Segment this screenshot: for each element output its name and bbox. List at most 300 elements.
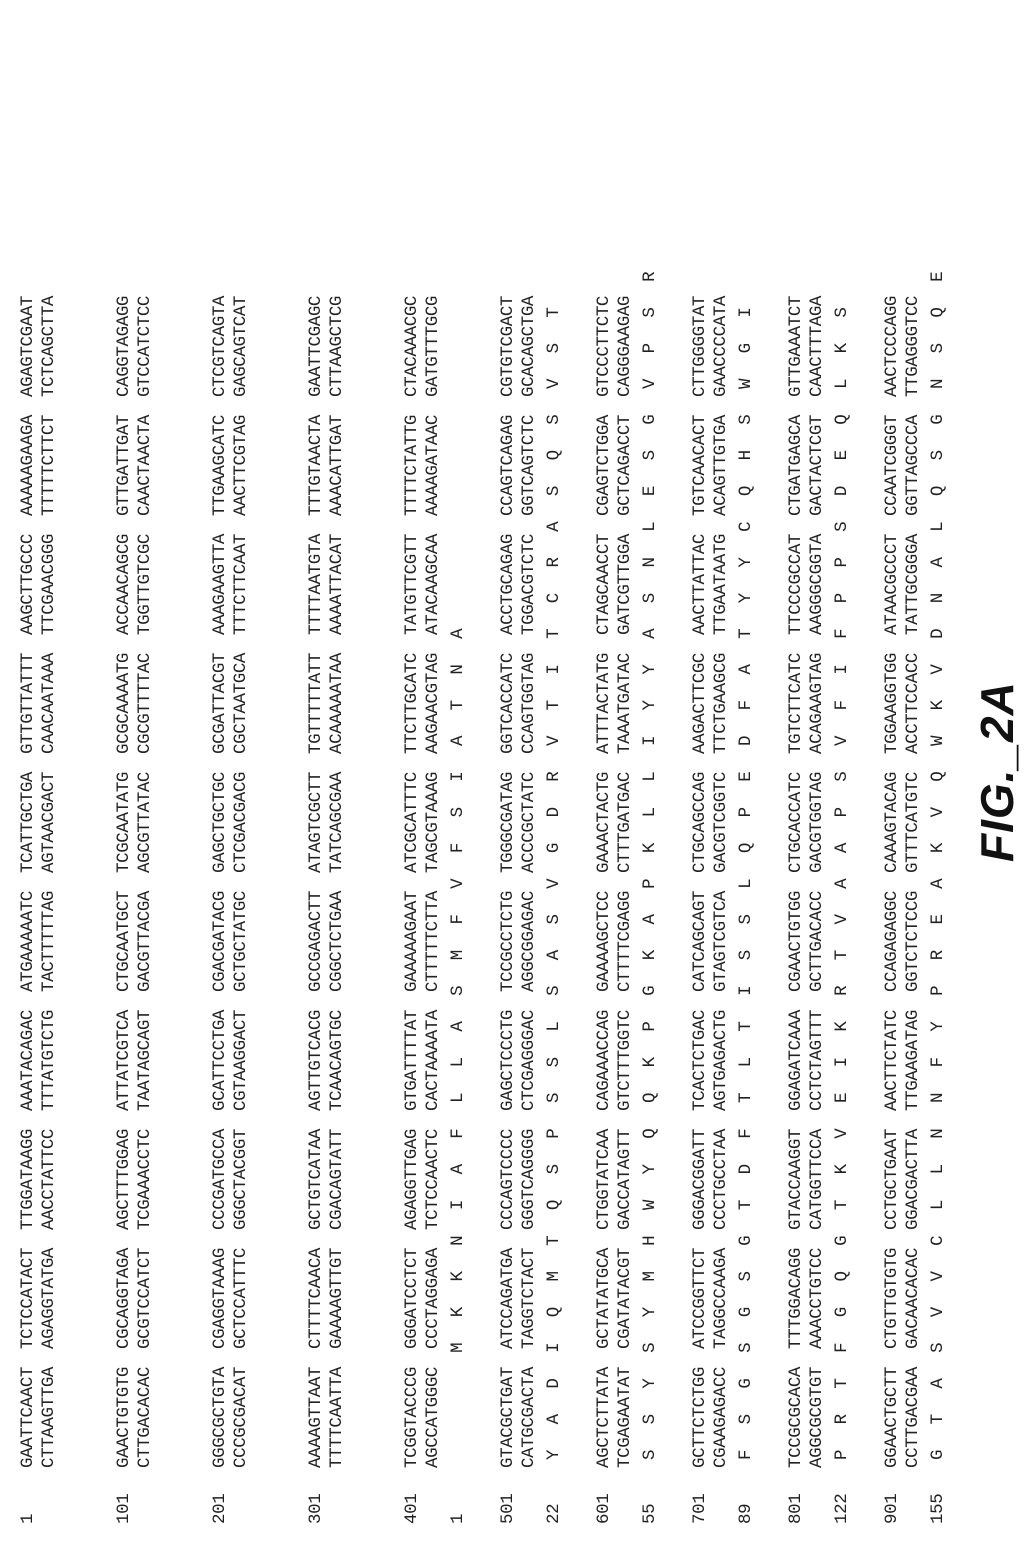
sequence-number: 701 bbox=[690, 1493, 710, 1524]
amino-acid: V bbox=[640, 378, 660, 389]
antisense-strand-group: CGCTAATGCA bbox=[231, 652, 251, 754]
antisense-strand-group: CTTAAGCTCG bbox=[327, 295, 347, 397]
sense-strand-group: ATTTACTATG bbox=[594, 652, 614, 754]
amino-acid: A bbox=[448, 628, 468, 639]
amino-acid: G bbox=[640, 985, 660, 996]
amino-acid: Q bbox=[544, 1307, 564, 1318]
amino-acid: F bbox=[928, 1057, 948, 1068]
sense-strand-group: ATCCAGATGA bbox=[498, 1247, 518, 1349]
antisense-strand-group: AAAATTACAT bbox=[327, 533, 347, 635]
sense-strand-group: GAGCTGCTGC bbox=[210, 771, 230, 873]
amino-acid: G bbox=[832, 1307, 852, 1318]
amino-acid: M bbox=[640, 1271, 660, 1282]
sense-strand-group: AGCTTTGGAG bbox=[114, 1128, 134, 1230]
sense-strand-group: GTCCCTTCTC bbox=[594, 295, 614, 397]
amino-acid: F bbox=[736, 700, 756, 711]
amino-acid: Y bbox=[928, 1021, 948, 1032]
sense-strand-group: CGACGATACG bbox=[210, 890, 230, 992]
sense-strand-group: TGTCTTCATC bbox=[786, 652, 806, 754]
sense-strand-group: GGGACGGATT bbox=[690, 1128, 710, 1230]
antisense-strand-group: TTGAGGGTCC bbox=[903, 295, 923, 397]
amino-acid: G bbox=[736, 343, 756, 354]
amino-acid: E bbox=[736, 771, 756, 782]
amino-acid: P bbox=[832, 1449, 852, 1460]
protein-number: 22 bbox=[544, 1503, 564, 1524]
sense-strand-group: ATAACGCCCT bbox=[882, 533, 902, 635]
sense-strand-group: CTGGTATCAA bbox=[594, 1128, 614, 1230]
amino-acid: Q bbox=[928, 771, 948, 782]
antisense-strand-group: CTTGACACAC bbox=[135, 1366, 155, 1468]
amino-acid: I bbox=[640, 735, 660, 746]
amino-acid: Q bbox=[928, 486, 948, 497]
antisense-strand-group: AAACATTGAT bbox=[327, 414, 347, 516]
sense-strand-group: GAATTCAACT bbox=[18, 1366, 38, 1468]
antisense-strand-group: GGGTCAGGGG bbox=[519, 1128, 539, 1230]
amino-acid: V bbox=[928, 664, 948, 675]
sense-strand-group: ATGAAAAATC bbox=[18, 890, 38, 992]
antisense-strand-group: TCAACAGTGC bbox=[327, 1009, 347, 1111]
antisense-strand-group: TATTGCGGGA bbox=[903, 533, 923, 635]
antisense-strand-group: GAACCCCATA bbox=[711, 295, 731, 397]
antisense-strand-group: CTTTTCGAGG bbox=[615, 890, 635, 992]
amino-acid: L bbox=[928, 1164, 948, 1175]
amino-acid: P bbox=[832, 807, 852, 818]
antisense-strand-group: GGTTAGCCCA bbox=[903, 414, 923, 516]
amino-acid: A bbox=[832, 843, 852, 854]
sense-strand-group: GAATTCGAGC bbox=[306, 295, 326, 397]
amino-acid: I bbox=[736, 307, 756, 318]
amino-acid: S bbox=[736, 414, 756, 425]
sense-strand-group: GCTGTCATAA bbox=[306, 1128, 326, 1230]
sense-strand-group: AAGACTTCGC bbox=[690, 652, 710, 754]
antisense-strand-group: CAACTAACTA bbox=[135, 414, 155, 516]
amino-acid: N bbox=[640, 557, 660, 568]
antisense-strand-group: GGGCTACGGT bbox=[231, 1128, 251, 1230]
amino-acid: S bbox=[544, 1092, 564, 1103]
amino-acid: A bbox=[448, 1164, 468, 1175]
antisense-strand-group: ACCCGCTATC bbox=[519, 771, 539, 873]
amino-acid: I bbox=[832, 664, 852, 675]
sense-strand-group: CCAGTCAGAG bbox=[498, 414, 518, 516]
figure-label: FIG._2A bbox=[971, 681, 1023, 862]
amino-acid: E bbox=[832, 450, 852, 461]
sense-strand-group: CGTGTCGACT bbox=[498, 295, 518, 397]
antisense-strand-group: CGACAGTATT bbox=[327, 1128, 347, 1230]
amino-acid: E bbox=[832, 1092, 852, 1103]
amino-acid: S bbox=[544, 914, 564, 925]
antisense-strand-group: GACTACTCGT bbox=[807, 414, 827, 516]
antisense-strand-group: CTTAAGTTGA bbox=[39, 1366, 59, 1468]
sense-strand-group: AGCTCTTATA bbox=[594, 1366, 614, 1468]
amino-acid: T bbox=[832, 1200, 852, 1211]
amino-acid: C bbox=[928, 1235, 948, 1246]
amino-acid: Y bbox=[736, 557, 756, 568]
amino-acid: K bbox=[640, 1057, 660, 1068]
antisense-strand-group: GACGTGGTAG bbox=[807, 771, 827, 873]
amino-acid: S bbox=[640, 450, 660, 461]
sense-strand-group: TTCCCGCCAT bbox=[786, 533, 806, 635]
amino-acid: H bbox=[736, 450, 756, 461]
antisense-strand-group: GGACGACTTA bbox=[903, 1128, 923, 1230]
antisense-strand-group: GAAAAGTTGT bbox=[327, 1247, 347, 1349]
amino-acid: Y bbox=[640, 1164, 660, 1175]
sense-strand-group: CTTTTCAACA bbox=[306, 1247, 326, 1349]
sense-strand-group: TTTTAATGTA bbox=[306, 533, 326, 635]
sense-strand-group: CTGCACCATC bbox=[786, 771, 806, 873]
amino-acid: P bbox=[640, 878, 660, 889]
antisense-strand-group: TGGTTGTCGC bbox=[135, 533, 155, 635]
amino-acid: T bbox=[544, 307, 564, 318]
amino-acid: Q bbox=[928, 307, 948, 318]
amino-acid: Q bbox=[736, 843, 756, 854]
amino-acid: S bbox=[736, 1271, 756, 1282]
sense-strand-group: AACTCCCAGG bbox=[882, 295, 902, 397]
amino-acid: F bbox=[448, 843, 468, 854]
sense-strand-group: TCGCAATATG bbox=[114, 771, 134, 873]
antisense-strand-group: GCACAGCTGA bbox=[519, 295, 539, 397]
amino-acid: S bbox=[736, 914, 756, 925]
antisense-strand-group: GCTCAGACCT bbox=[615, 414, 635, 516]
amino-acid: S bbox=[544, 1164, 564, 1175]
amino-acid: F bbox=[736, 1128, 756, 1139]
amino-acid: A bbox=[448, 735, 468, 746]
sense-strand-group: ACCAACAGCG bbox=[114, 533, 134, 635]
amino-acid: G bbox=[928, 1449, 948, 1460]
amino-acid: Y bbox=[640, 1307, 660, 1318]
amino-acid: R bbox=[640, 271, 660, 282]
antisense-strand-group: CGATATACGT bbox=[615, 1247, 635, 1349]
amino-acid: T bbox=[544, 700, 564, 711]
amino-acid: T bbox=[736, 628, 756, 639]
amino-acid: G bbox=[544, 843, 564, 854]
amino-acid: L bbox=[448, 1092, 468, 1103]
sense-strand-group: TCCGCGCACA bbox=[786, 1366, 806, 1468]
amino-acid: A bbox=[448, 1021, 468, 1032]
amino-acid: P bbox=[736, 807, 756, 818]
sense-strand-group: CGCAGGTAGA bbox=[114, 1247, 134, 1349]
sense-strand-group: GGGCGCTGTA bbox=[210, 1366, 230, 1468]
sense-strand-group: CAGGTAGAGG bbox=[114, 295, 134, 397]
amino-acid: A bbox=[928, 878, 948, 889]
sense-strand-group: TTGAAGCATC bbox=[210, 414, 230, 516]
antisense-strand-group: CTCGACGACG bbox=[231, 771, 251, 873]
sense-strand-group: TCGGTACCCG bbox=[402, 1366, 422, 1468]
amino-acid: W bbox=[928, 735, 948, 746]
amino-acid: T bbox=[736, 1200, 756, 1211]
antisense-strand-group: GACGTTACGA bbox=[135, 890, 155, 992]
amino-acid: G bbox=[928, 414, 948, 425]
sense-strand-group: GGAGATCAAA bbox=[786, 1009, 806, 1111]
amino-acid: L bbox=[640, 521, 660, 532]
antisense-strand-group: AACCTATTCC bbox=[39, 1128, 59, 1230]
antisense-strand-group: TTTCTTCAAT bbox=[231, 533, 251, 635]
antisense-strand-group: CGTAAGGACT bbox=[231, 1009, 251, 1111]
amino-acid: S bbox=[448, 985, 468, 996]
amino-acid: V bbox=[544, 878, 564, 889]
amino-acid: G bbox=[832, 1235, 852, 1246]
sense-strand-group: TCTCCATACT bbox=[18, 1247, 38, 1349]
amino-acid: A bbox=[928, 557, 948, 568]
amino-acid: G bbox=[736, 1235, 756, 1246]
amino-acid: V bbox=[832, 735, 852, 746]
antisense-strand-group: CCTCTAGTTT bbox=[807, 1009, 827, 1111]
amino-acid: A bbox=[640, 628, 660, 639]
amino-acid: G bbox=[736, 1378, 756, 1389]
sequence-number: 201 bbox=[210, 1493, 230, 1524]
sequence-number: 301 bbox=[306, 1493, 326, 1524]
antisense-strand-group: AGGCGGAGAC bbox=[519, 890, 539, 992]
antisense-strand-group: ATACAAGCAA bbox=[423, 533, 443, 635]
amino-acid: L bbox=[640, 771, 660, 782]
sense-strand-group: TTTGGACAGG bbox=[786, 1247, 806, 1349]
amino-acid: Q bbox=[544, 1200, 564, 1211]
amino-acid: Q bbox=[544, 450, 564, 461]
amino-acid: V bbox=[928, 1271, 948, 1282]
amino-acid: F bbox=[832, 1342, 852, 1353]
amino-acid: N bbox=[928, 1092, 948, 1103]
sense-strand-group: ATCGCATTTC bbox=[402, 771, 422, 873]
amino-acid: A bbox=[736, 664, 756, 675]
sense-strand-group: CAGAAACCAG bbox=[594, 1009, 614, 1111]
amino-acid: Y bbox=[640, 1378, 660, 1389]
amino-acid: V bbox=[928, 807, 948, 818]
amino-acid: K bbox=[640, 843, 660, 854]
sense-strand-group: GTGATTTTAT bbox=[402, 1009, 422, 1111]
amino-acid: I bbox=[736, 985, 756, 996]
amino-acid: F bbox=[448, 1128, 468, 1139]
amino-acid: A bbox=[928, 1378, 948, 1389]
antisense-strand-group: CATGCGACTA bbox=[519, 1366, 539, 1468]
antisense-strand-group: GACCATAGTT bbox=[615, 1128, 635, 1230]
antisense-strand-group: CCTTGACGAA bbox=[903, 1366, 923, 1468]
antisense-strand-group: AGGCGCGTGT bbox=[807, 1366, 827, 1468]
antisense-strand-group: CCCTGCCTAA bbox=[711, 1128, 731, 1230]
amino-acid: P bbox=[640, 1021, 660, 1032]
antisense-strand-group: AGTAACGACT bbox=[39, 771, 59, 873]
sense-strand-group: ATCCGGTTCT bbox=[690, 1247, 710, 1349]
sequence-number: 801 bbox=[786, 1493, 806, 1524]
sense-strand-group: AACTTATTAC bbox=[690, 533, 710, 635]
sense-strand-group: AACTTCTATC bbox=[882, 1009, 902, 1111]
sense-strand-group: GGAACTGCTT bbox=[882, 1366, 902, 1468]
amino-acid: I bbox=[448, 771, 468, 782]
sense-strand-group: GAAAAAGAAT bbox=[402, 890, 422, 992]
amino-acid: T bbox=[928, 1414, 948, 1425]
sense-strand-group: TTTGTAACTA bbox=[306, 414, 326, 516]
protein-number: 89 bbox=[736, 1503, 756, 1524]
sense-strand-group: GCGATTACGT bbox=[210, 652, 230, 754]
amino-acid: I bbox=[544, 1342, 564, 1353]
sense-strand-group: AAGCTTGCCC bbox=[18, 533, 38, 635]
sense-strand-group: TCATTGCTGA bbox=[18, 771, 38, 873]
sense-strand-group: CTGTTGTGTG bbox=[882, 1247, 902, 1349]
sense-strand-group: CTGCAATGCT bbox=[114, 890, 134, 992]
amino-acid: S bbox=[928, 450, 948, 461]
amino-acid: T bbox=[448, 700, 468, 711]
amino-acid: S bbox=[640, 1449, 660, 1460]
amino-acid: V bbox=[448, 878, 468, 889]
sequence-number: 501 bbox=[498, 1493, 518, 1524]
sense-strand-group: CTTGGGGTAT bbox=[690, 295, 710, 397]
antisense-strand-group: GTAGTCGTCA bbox=[711, 890, 731, 992]
amino-acid: R bbox=[928, 950, 948, 961]
amino-acid: S bbox=[832, 521, 852, 532]
amino-acid: P bbox=[544, 1128, 564, 1139]
antisense-strand-group: GCTCCATTTC bbox=[231, 1247, 251, 1349]
amino-acid: F bbox=[736, 1449, 756, 1460]
amino-acid: I bbox=[544, 664, 564, 675]
antisense-strand-group: TAGCGTAAAG bbox=[423, 771, 443, 873]
sense-strand-group: AAAAGTTAAT bbox=[306, 1366, 326, 1468]
sense-strand-group: CTGATGAGCA bbox=[786, 414, 806, 516]
antisense-strand-group: AAAAGATAAC bbox=[423, 414, 443, 516]
amino-acid: S bbox=[448, 807, 468, 818]
amino-acid: S bbox=[736, 950, 756, 961]
antisense-strand-group: TTTATGTCTG bbox=[39, 1009, 59, 1111]
amino-acid: T bbox=[832, 1378, 852, 1389]
antisense-strand-group: TTCTGAAGCG bbox=[711, 652, 731, 754]
amino-acid: Q bbox=[640, 1092, 660, 1103]
amino-acid: K bbox=[832, 1021, 852, 1032]
antisense-strand-group: GATCGTTGGA bbox=[615, 533, 635, 635]
sense-strand-group: CCTGCTGAAT bbox=[882, 1128, 902, 1230]
amino-acid: A bbox=[544, 521, 564, 532]
amino-acid: V bbox=[544, 378, 564, 389]
amino-acid: Y bbox=[736, 593, 756, 604]
sense-strand-group: AGAGGTTGAG bbox=[402, 1128, 422, 1230]
antisense-strand-group: CGCGTTTTAC bbox=[135, 652, 155, 754]
sense-strand-group: TCCGCCTCTG bbox=[498, 890, 518, 992]
amino-acid: M bbox=[544, 1271, 564, 1282]
amino-acid: D bbox=[736, 735, 756, 746]
amino-acid: D bbox=[832, 486, 852, 497]
antisense-strand-group: CTTTTTCTTA bbox=[423, 890, 443, 992]
antisense-strand-group: GCGTCCATCT bbox=[135, 1247, 155, 1349]
amino-acid: A bbox=[832, 878, 852, 889]
sense-strand-group: GAGCTCCCTG bbox=[498, 1009, 518, 1111]
antisense-strand-group: GACGTCGGTC bbox=[711, 771, 731, 873]
antisense-strand-group: AGTGAGACTG bbox=[711, 1009, 731, 1111]
amino-acid: V bbox=[928, 1307, 948, 1318]
amino-acid: L bbox=[640, 807, 660, 818]
antisense-strand-group: TCGAAACCTC bbox=[135, 1128, 155, 1230]
sense-strand-group: GTTGAAATCT bbox=[786, 295, 806, 397]
sense-strand-group: AAAAAGAAGA bbox=[18, 414, 38, 516]
amino-acid: I bbox=[448, 1200, 468, 1211]
amino-acid: F bbox=[832, 700, 852, 711]
sense-strand-group: GCTTCTCTGG bbox=[690, 1366, 710, 1468]
sense-strand-group: GCCGAGACTT bbox=[306, 890, 326, 992]
amino-acid: L bbox=[928, 521, 948, 532]
amino-acid: A bbox=[640, 914, 660, 925]
amino-acid: V bbox=[544, 735, 564, 746]
sense-strand-group: TGTCAACACT bbox=[690, 414, 710, 516]
antisense-strand-group: CAACAATAAA bbox=[39, 652, 59, 754]
sense-strand-group: CAAAGTACAG bbox=[882, 771, 902, 873]
sense-strand-group: CCCGATGCCA bbox=[210, 1128, 230, 1230]
amino-acid: L bbox=[928, 1200, 948, 1211]
antisense-strand-group: CAACTTTAGA bbox=[807, 295, 827, 397]
antisense-strand-group: TTTTTCTTCT bbox=[39, 414, 59, 516]
amino-acid: C bbox=[544, 593, 564, 604]
antisense-strand-group: ACCTTCCACC bbox=[903, 652, 923, 754]
amino-acid: F bbox=[832, 628, 852, 639]
amino-acid: K bbox=[832, 1164, 852, 1175]
amino-acid: D bbox=[736, 1164, 756, 1175]
sense-strand-group: TTTTCTATTG bbox=[402, 414, 422, 516]
amino-acid: S bbox=[736, 1342, 756, 1353]
amino-acid: K bbox=[640, 950, 660, 961]
antisense-strand-group: TAGGCCAAGA bbox=[711, 1247, 731, 1349]
sense-strand-group: TTCTTGCATC bbox=[402, 652, 422, 754]
antisense-strand-group: CATGGTTCCA bbox=[807, 1128, 827, 1230]
antisense-strand-group: GGTCAGTCTC bbox=[519, 414, 539, 516]
amino-acid: S bbox=[544, 343, 564, 354]
amino-acid: G bbox=[736, 1307, 756, 1318]
amino-acid: S bbox=[928, 343, 948, 354]
sense-strand-group: CATCAGCAGT bbox=[690, 890, 710, 992]
antisense-strand-group: TAATAGCAGT bbox=[135, 1009, 155, 1111]
sense-strand-group: GTACGCTGAT bbox=[498, 1366, 518, 1468]
amino-acid: D bbox=[544, 807, 564, 818]
sense-strand-group: AAAGAAGTTA bbox=[210, 533, 230, 635]
amino-acid: S bbox=[640, 1414, 660, 1425]
sense-strand-group: CGAGGTAAAG bbox=[210, 1247, 230, 1349]
antisense-strand-group: CCCTAGGAGA bbox=[423, 1247, 443, 1349]
antisense-strand-group: TGGACGTCTC bbox=[519, 533, 539, 635]
amino-acid: L bbox=[736, 1057, 756, 1068]
protein-number: 55 bbox=[640, 1503, 660, 1524]
amino-acid: G bbox=[640, 414, 660, 425]
amino-acid: N bbox=[928, 1128, 948, 1139]
sense-strand-group: TCACTCTGAC bbox=[690, 1009, 710, 1111]
antisense-strand-group: CCCGCGACAT bbox=[231, 1366, 251, 1468]
amino-acid: R bbox=[544, 557, 564, 568]
amino-acid: K bbox=[928, 843, 948, 854]
sense-strand-group: ATTATCGTCA bbox=[114, 1009, 134, 1111]
sense-strand-group: CTCGTCAGTA bbox=[210, 295, 230, 397]
antisense-strand-group: TTCGAACGGG bbox=[39, 533, 59, 635]
sense-strand-group: CTGCAGCCAG bbox=[690, 771, 710, 873]
protein-number: 1 bbox=[448, 1513, 468, 1524]
antisense-strand-group: CGGCTCTGAA bbox=[327, 890, 347, 992]
amino-acid: L bbox=[544, 1021, 564, 1032]
amino-acid: I bbox=[832, 1057, 852, 1068]
sense-strand-group: CTAGCAACCT bbox=[594, 533, 614, 635]
antisense-strand-group: CAGGGAAGAG bbox=[615, 295, 635, 397]
antisense-strand-group: CTCGAGGGAC bbox=[519, 1009, 539, 1111]
sense-strand-group: CGAACTGTGG bbox=[786, 890, 806, 992]
antisense-strand-group: TCTCAGCTTA bbox=[39, 295, 59, 397]
amino-acid: R bbox=[544, 771, 564, 782]
amino-acid: S bbox=[640, 593, 660, 604]
sequence-number: 401 bbox=[402, 1493, 422, 1524]
antisense-strand-group: ACAGTTGTGA bbox=[711, 414, 731, 516]
sense-strand-group: GGGATCCTCT bbox=[402, 1247, 422, 1349]
sequence-number: 901 bbox=[882, 1493, 902, 1524]
antisense-strand-group: GACAACACAC bbox=[903, 1247, 923, 1349]
amino-acid: H bbox=[640, 1235, 660, 1246]
amino-acid: Q bbox=[640, 1128, 660, 1139]
sense-strand-group: GTACCAAGGT bbox=[786, 1128, 806, 1230]
sense-strand-group: TGTTTTTATT bbox=[306, 652, 326, 754]
amino-acid: R bbox=[832, 1414, 852, 1425]
amino-acid: E bbox=[640, 486, 660, 497]
sequence-number: 101 bbox=[114, 1493, 134, 1524]
antisense-strand-group: GAGCAGTCAT bbox=[231, 295, 251, 397]
antisense-strand-group: AACTTCGTAG bbox=[231, 414, 251, 516]
amino-acid: S bbox=[544, 414, 564, 425]
